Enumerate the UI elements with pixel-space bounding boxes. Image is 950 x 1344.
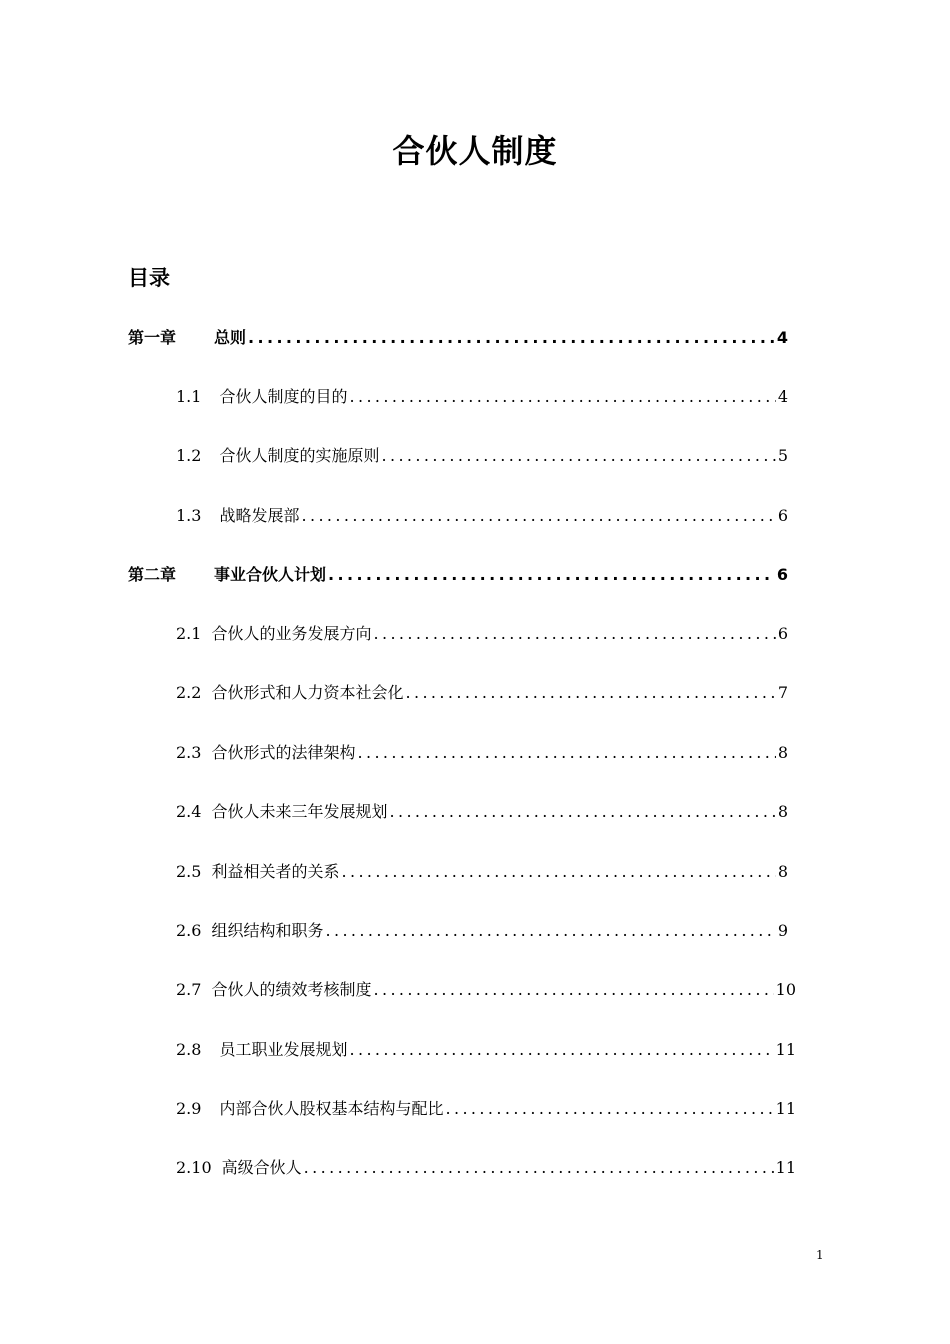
dot-leader xyxy=(328,563,775,587)
toc-entry-number: 2.3 xyxy=(176,743,202,762)
toc-entry-label: 合伙人的业务发展方向 xyxy=(211,624,372,643)
toc-entry-page: 10 xyxy=(775,980,796,999)
dot-leader xyxy=(373,978,773,1002)
toc-entry-page: 6 xyxy=(777,624,788,643)
toc-entry-number: 2.9 xyxy=(176,1099,202,1118)
toc-entry-page: 11 xyxy=(775,1158,796,1177)
toc-entry-2-6[interactable] xyxy=(176,919,788,943)
toc-entry-number: 第一章 xyxy=(128,328,177,347)
dot-leader xyxy=(349,1038,773,1062)
toc-entry-1-1[interactable] xyxy=(176,385,788,409)
toc-entry-label: 战略发展部 xyxy=(219,506,300,525)
toc-entry-number: 2.4 xyxy=(176,802,202,821)
toc-entry-label: 组织结构和职务 xyxy=(211,921,324,940)
toc-entry-page: 11 xyxy=(775,1099,796,1118)
toc-entry-page: 8 xyxy=(777,743,788,762)
toc-entry-page: 6 xyxy=(777,506,788,525)
toc-entry-label: 内部合伙人股权基本结构与配比 xyxy=(219,1099,444,1118)
toc-entry-label: 员工职业发展规划 xyxy=(219,1040,348,1059)
toc-entry-label: 高级合伙人 xyxy=(221,1158,302,1177)
toc-entry-page: 4 xyxy=(776,328,788,347)
toc-entry-page: 8 xyxy=(777,802,788,821)
toc-entry-1-3[interactable] xyxy=(176,504,788,528)
dot-leader xyxy=(381,444,775,468)
dot-leader xyxy=(341,860,775,884)
toc-entry-label: 合伙人制度的目的 xyxy=(219,387,348,406)
toc-entry-label: 合伙人的绩效考核制度 xyxy=(211,980,372,999)
toc-entry-number: 2.7 xyxy=(176,980,202,999)
toc-entry-label: 合伙形式的法律架构 xyxy=(211,743,356,762)
toc-entry-number: 2.10 xyxy=(176,1158,212,1177)
toc-entry-2-10[interactable] xyxy=(176,1156,796,1180)
toc-entry-page: 9 xyxy=(777,921,788,940)
toc-entry-label: 事业合伙人计划 xyxy=(214,565,327,584)
toc-entry-page: 6 xyxy=(776,565,788,584)
toc-entry-number: 1.3 xyxy=(176,506,202,525)
toc-entry-page: 8 xyxy=(777,862,788,881)
dot-leader xyxy=(389,800,775,824)
toc-entry-2-8[interactable] xyxy=(176,1038,796,1062)
toc-entry-label: 合伙人未来三年发展规划 xyxy=(211,802,388,821)
toc-entry-2-5[interactable] xyxy=(176,860,788,884)
dot-leader xyxy=(304,1156,774,1180)
dot-leader xyxy=(248,326,775,350)
page-number: 1 xyxy=(816,1248,824,1262)
toc-entry-number: 第二章 xyxy=(128,565,177,584)
toc-entry-number: 1.2 xyxy=(176,446,202,465)
toc-entry-page: 4 xyxy=(777,387,788,406)
toc-entry-2-4[interactable] xyxy=(176,800,788,824)
toc-entry-label: 合伙形式和人力资本社会化 xyxy=(211,683,404,702)
toc-entry-2-1[interactable] xyxy=(176,622,788,646)
toc-entry-2-3[interactable] xyxy=(176,741,788,765)
toc-entry-page: 7 xyxy=(777,683,788,702)
toc-entry-page: 11 xyxy=(775,1040,796,1059)
document-title: 合伙人制度 xyxy=(392,132,558,170)
toc-entry-2-9[interactable] xyxy=(176,1097,796,1121)
toc-entry-1-2[interactable] xyxy=(176,444,788,468)
toc-entry-chapter-2[interactable] xyxy=(128,563,788,587)
toc-entry-2-7[interactable] xyxy=(176,978,796,1002)
dot-leader xyxy=(445,1097,773,1121)
toc-entry-label: 总则 xyxy=(214,328,247,347)
dot-leader xyxy=(325,919,775,943)
toc-entry-number: 2.8 xyxy=(176,1040,202,1059)
toc-entry-number: 1.1 xyxy=(176,387,202,406)
toc-entry-number: 2.2 xyxy=(176,683,202,702)
toc-entry-number: 2.5 xyxy=(176,862,202,881)
dot-leader xyxy=(357,741,775,765)
toc-entry-label: 利益相关者的关系 xyxy=(211,862,340,881)
dot-leader xyxy=(301,504,775,528)
toc-entry-page: 5 xyxy=(777,446,788,465)
dot-leader xyxy=(373,622,775,646)
toc-entry-number: 2.1 xyxy=(176,624,202,643)
toc-heading: 目录 xyxy=(128,266,170,290)
toc-entry-label: 合伙人制度的实施原则 xyxy=(219,446,380,465)
toc-entry-chapter-1[interactable] xyxy=(128,326,788,350)
toc-entry-number: 2.6 xyxy=(176,921,202,940)
dot-leader xyxy=(405,681,775,705)
dot-leader xyxy=(349,385,775,409)
toc-entry-2-2[interactable] xyxy=(176,681,788,705)
